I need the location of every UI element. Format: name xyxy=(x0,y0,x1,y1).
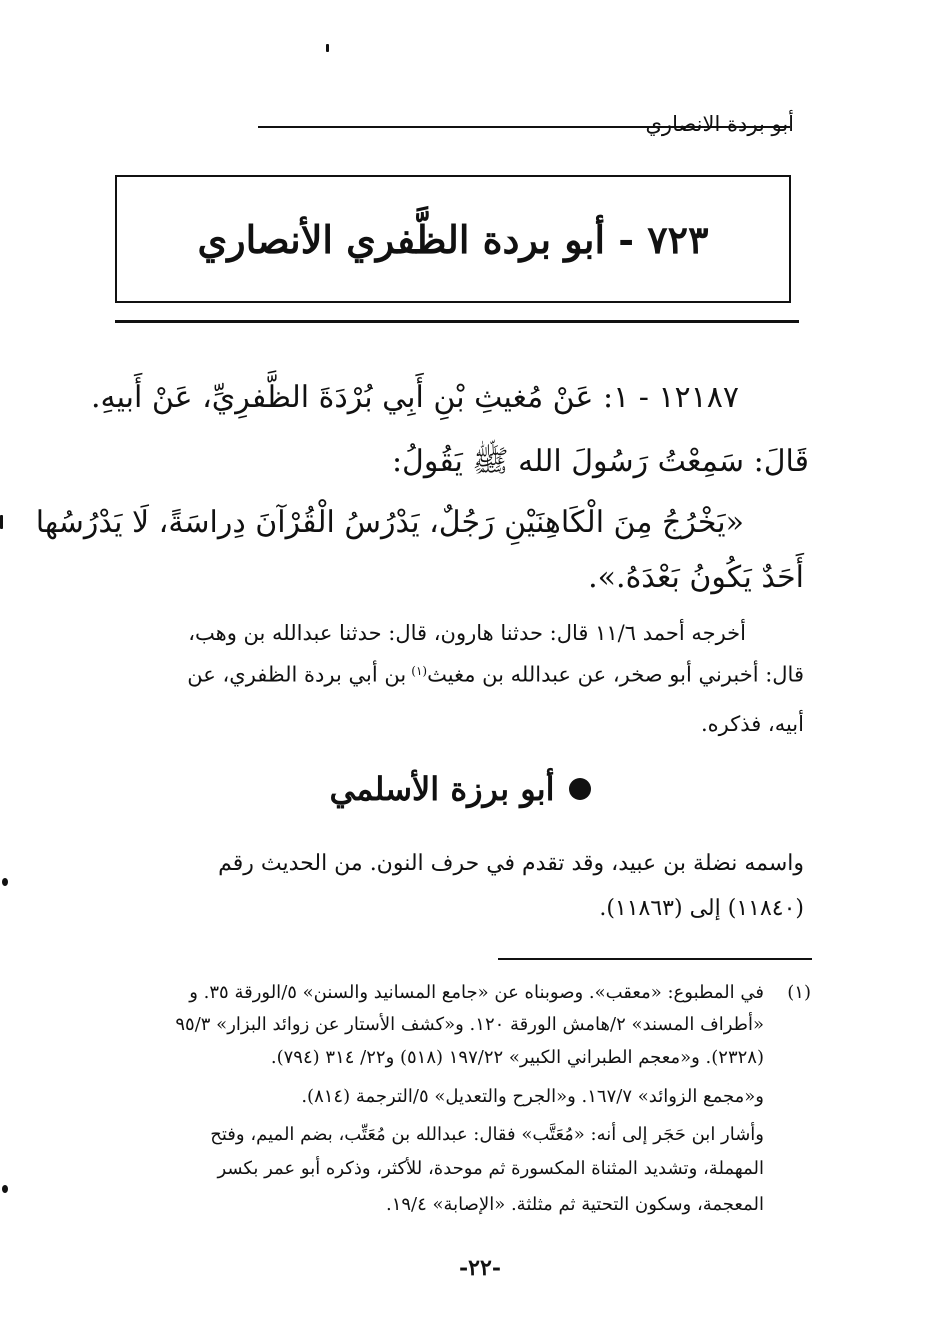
footnote-line: «أطراف المسند» ٢/هامش الورقة ١٢٠. و«كشف الأستار عن زوائد البزار» ٩٥/٣ xyxy=(175,1014,764,1035)
footnote-line: وأشار ابن حَجَر إلى أنه: «مُعَتَّب» فقال: عبدالله بن مُعَتِّب، بضم الميم، وفتح xyxy=(210,1124,764,1145)
bullet-icon xyxy=(569,778,591,800)
scan-speck xyxy=(2,878,8,886)
hadith-line: أَحَدٌ يَكُونُ بَعْدَهُ.». xyxy=(588,560,804,595)
running-head-rule xyxy=(258,126,790,128)
section-text-line: واسمه نضلة بن عبيد، وقد تقدم في حرف النون. من الحديث رقم xyxy=(218,851,804,876)
chapter-title: ٧٢٣ - أبو بردة الظَّفري الأنصاري xyxy=(197,216,709,262)
hadith-line: «يَخْرُجُ مِنَ الْكَاهِنَيْنِ رَجُلٌ، يَدْرُسُ الْقُرْآنَ دِراسَةً، لَا يَدْرُسُها xyxy=(35,505,744,540)
takhrij-line: أخرجه أحمد ١١/٦ قال: حدثنا هارون، قال: حدثنا عبدالله بن وهب، xyxy=(188,621,746,645)
section-text-line: (١١٨٤٠) إلى (١١٨٦٣). xyxy=(599,896,804,921)
scan-speck xyxy=(2,1185,8,1193)
footnote-line: في المطبوع: «معقب». وصوبناه عن «جامع المسانيد والسنن» ٥/الورقة ٣٥. و xyxy=(189,982,764,1003)
section-title: أبو برزة الأسلمي xyxy=(329,770,555,808)
takhrij-line-with-ref xyxy=(187,664,804,685)
running-head: أبو بردة الانصاري xyxy=(645,112,794,136)
hadith-line: قَالَ: سَمِعْتُ رَسُولَ الله ﷺ يَقُولُ: xyxy=(391,444,809,479)
footnote-line: المعجمة، وسكون التحتية ثم مثلثة. «الإصابة» ١٩/٤. xyxy=(385,1194,764,1215)
scan-speck xyxy=(0,515,3,529)
section-heading xyxy=(300,770,620,808)
footnote-marker: (١) xyxy=(787,982,811,1003)
title-underline xyxy=(115,320,799,323)
footnote-line: (٢٣٢٨). و«معجم الطبراني الكبير» ١٩٧/٢٢ (٥١٨) و٢٢/ ٣١٤ (٧٩٤). xyxy=(270,1047,764,1068)
footnote-separator xyxy=(498,958,812,960)
takhrij-line: بن أبي بردة الظفري، عن xyxy=(187,662,407,687)
takhrij-line: قال: أخبرني أبو صخر، عن عبدالله بن مغيث xyxy=(427,662,804,687)
chapter-title-box xyxy=(115,175,791,303)
takhrij-line: أبيه، فذكره. xyxy=(700,712,804,736)
page-number: -٢٢- xyxy=(459,1255,501,1281)
hadith-line: ١٢١٨٧ - ١: عَنْ مُغيثِ بْنِ أَبِي بُرْدَةَ الظَّفرِيِّ، عَنْ أَبيهِ. xyxy=(90,380,739,415)
footnote-line: و«مجمع الزوائد» ١٦٧/٧. و«الجرح والتعديل» ٥/الترجمة (٨١٤). xyxy=(301,1086,764,1107)
footnote-reference: (١) xyxy=(411,664,428,678)
footnote-line: المهملة، وتشديد المثناة المكسورة ثم موحدة، للأكثر، وذكره أبو عمر بكسر xyxy=(217,1158,764,1179)
scan-speck xyxy=(326,44,329,52)
